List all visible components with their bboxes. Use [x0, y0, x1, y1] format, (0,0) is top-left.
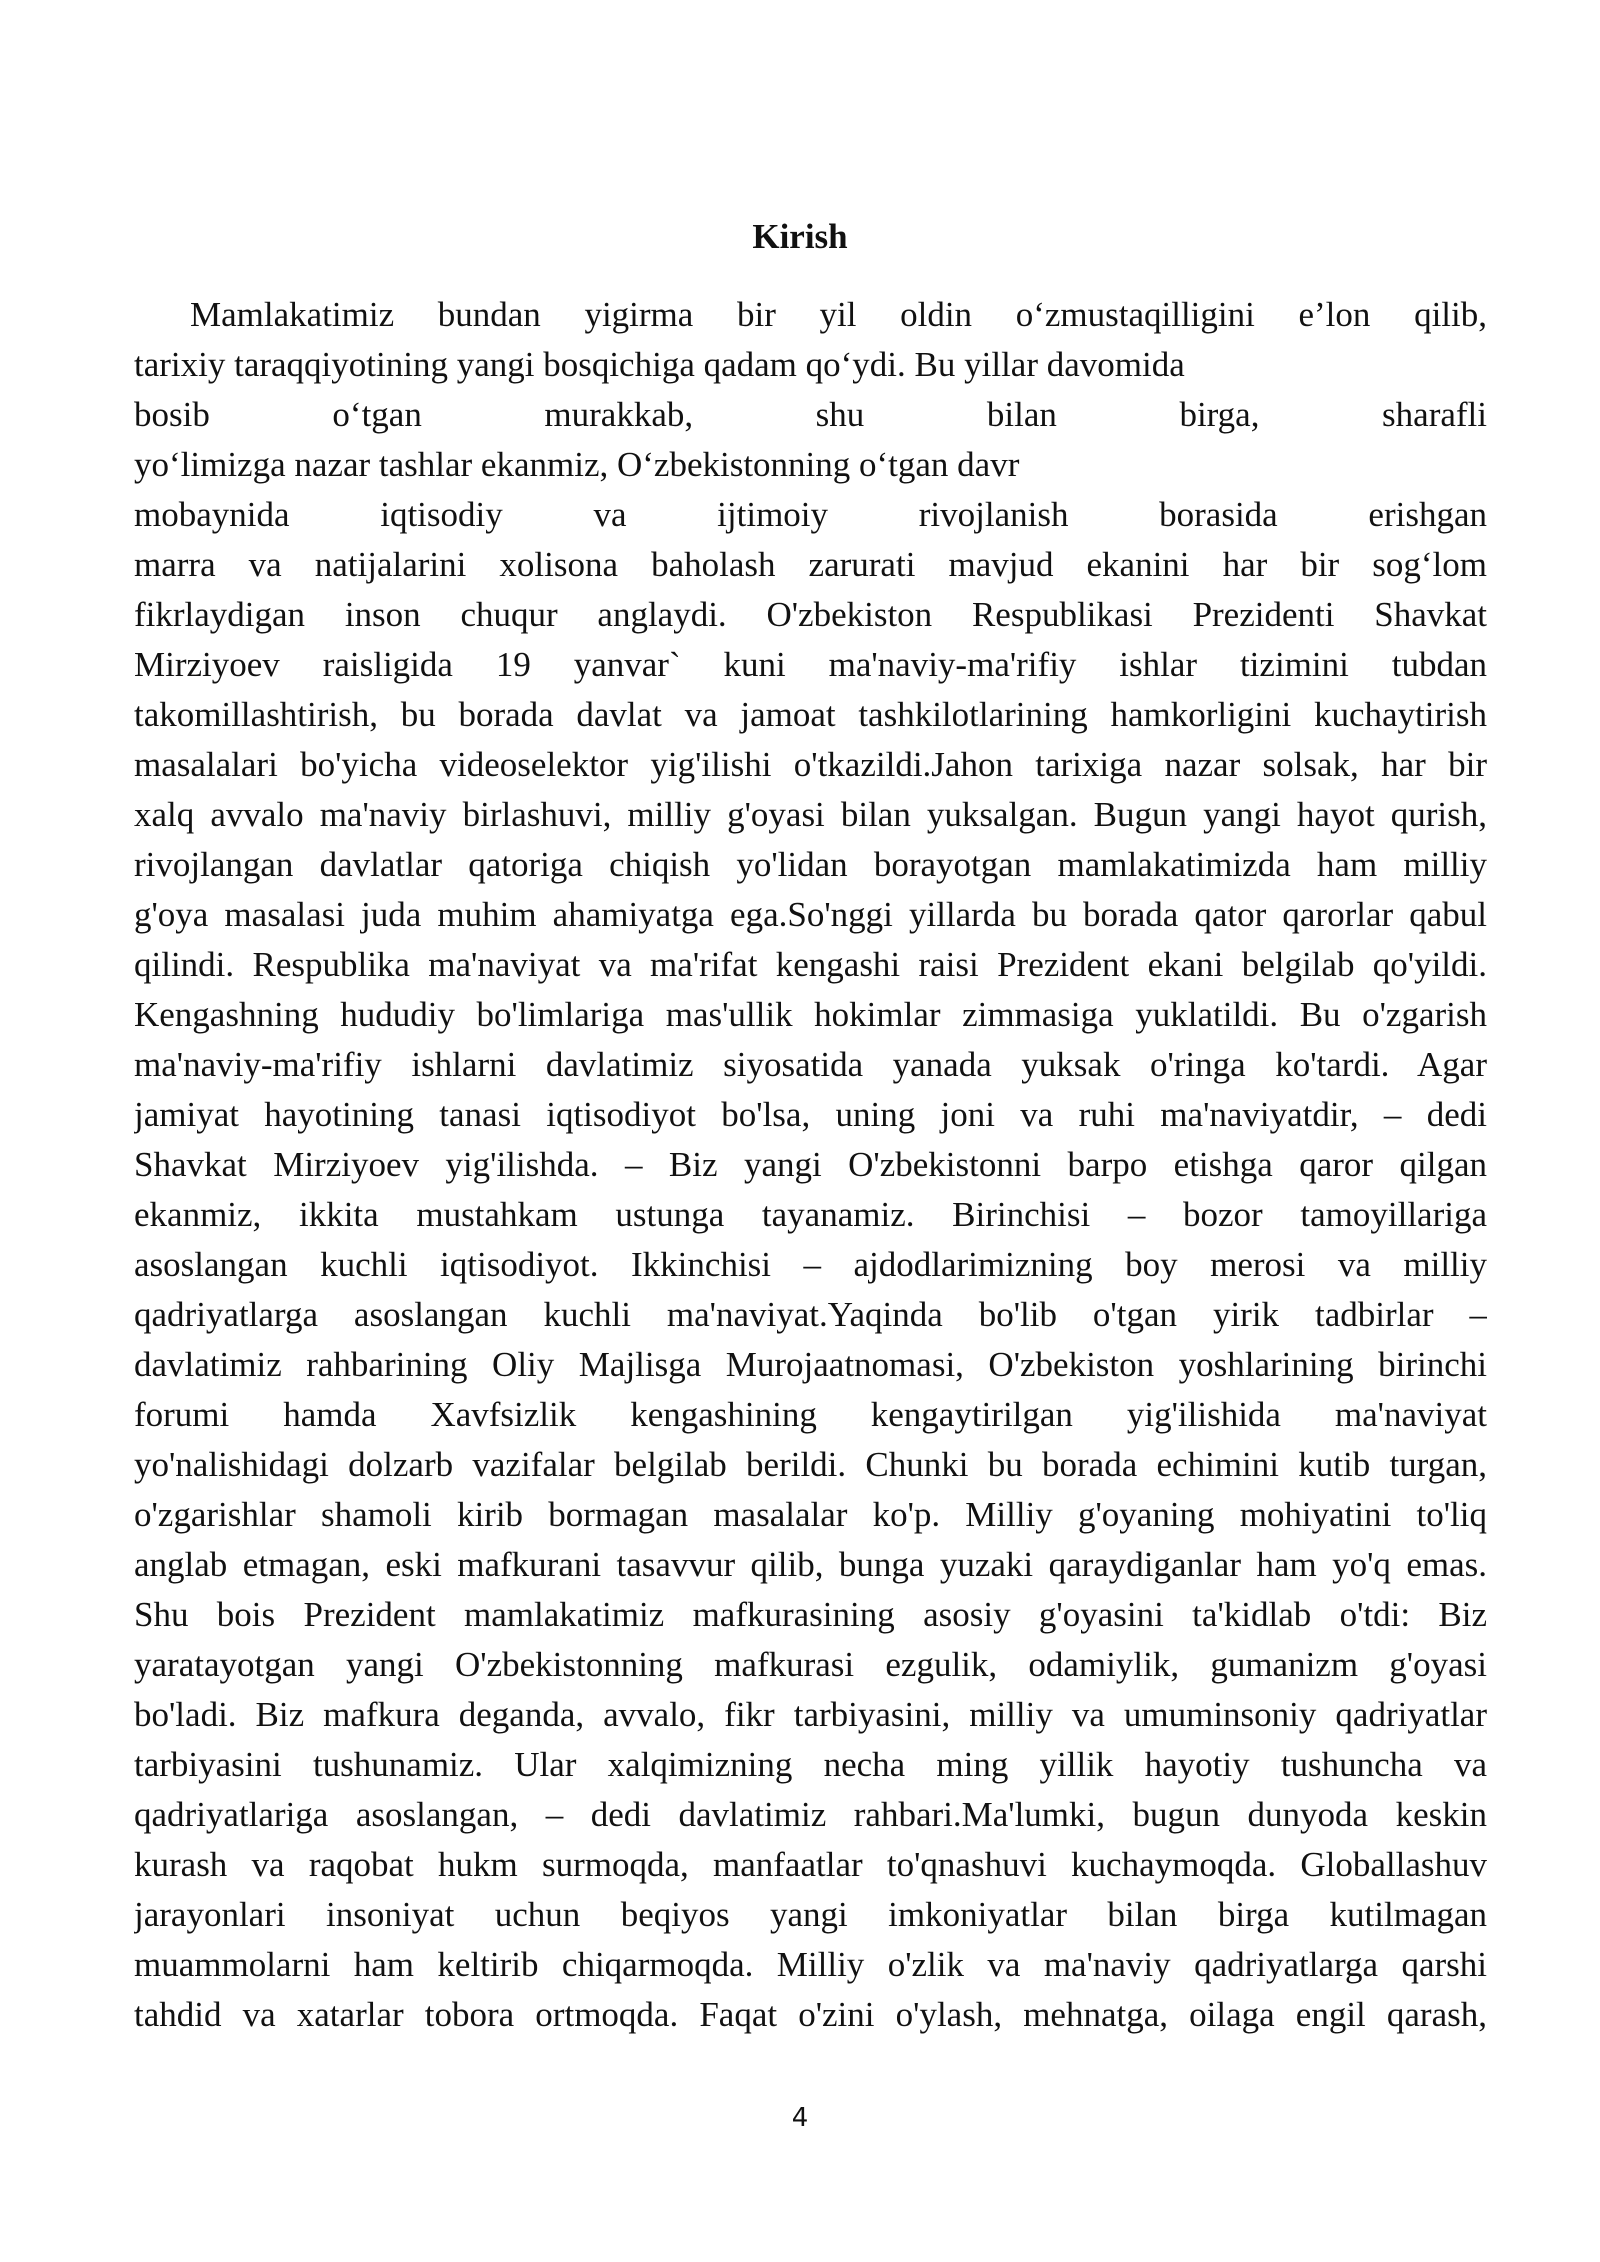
text-line: Mamlakatimiz bundan yigirma bir yil oldin o‘zmustaqilligini e’lon qilib,: [190, 295, 1487, 334]
page-number: 4: [791, 2103, 809, 2133]
text-line: tahdid va xatarlar tobora ortmoqda. Faqat o'zini o'ylash, mehnatga, oilaga engil qarash,: [134, 1995, 1487, 2034]
text-line: yo'nalishidagi dolzarb vazifalar belgilab berildi. Chunki bu borada echimini kutib turgan,: [134, 1445, 1487, 1484]
text-line: g'oya masalasi juda muhim ahamiyatga ega.So'nggi yillarda bu borada qator qarorlar qabul: [134, 895, 1487, 934]
text-line: rivojlangan davlatlar qatoriga chiqish yo'lidan borayotgan mamlakatimizda ham milliy: [134, 845, 1487, 884]
text-line: muammolarni ham keltirib chiqarmoqda. Milliy o'zlik va ma'naviy qadriyatlarga qarshi: [134, 1945, 1487, 1984]
text-line: jamiyat hayotining tanasi iqtisodiyot bo'lsa, uning joni va ruhi ma'naviyatdir, – dedi: [134, 1095, 1487, 1134]
text-line: qilindi. Respublika ma'naviyat va ma'rifat kengashi raisi Prezident ekani belgilab qo'yildi.: [134, 945, 1487, 984]
body-text: [134, 290, 1487, 2040]
text-line: xalq avvalo ma'naviy birlashuvi, milliy g'oyasi bilan yuksalgan. Bugun yangi hayot qurish,: [134, 795, 1487, 834]
text-line: fikrlaydigan inson chuqur anglaydi. O'zbekiston Respublikasi Prezidenti Shavkat: [134, 595, 1487, 634]
text-line: yo‘limizga nazar tashlar ekanmiz, O‘zbekistonning o‘tgan davr: [134, 445, 1020, 484]
text-line: Shavkat Mirziyoev yig'ilishda. – Biz yangi O'zbekistonni barpo etishga qaror qilgan: [134, 1145, 1487, 1184]
text-line: anglab etmagan, eski mafkurani tasavvur qilib, bunga yuzaki qaraydiganlar ham yo'q emas.: [134, 1545, 1487, 1584]
text-line: tarbiyasini tushunamiz. Ular xalqimizning necha ming yillik hayotiy tushuncha va: [134, 1745, 1487, 1784]
text-line: takomillashtirish, bu borada davlat va jamoat tashkilotlarining hamkorligini kuchaytirish: [134, 695, 1487, 734]
text-line: o'zgarishlar shamoli kirib bormagan masalalar ko'p. Milliy g'oyaning mohiyatini to'liq: [134, 1495, 1487, 1534]
text-line: tarixiy taraqqiyotining yangi bosqichiga qadam qo‘ydi. Bu yillar davomida: [134, 345, 1185, 384]
text-line: Kengashning hududiy bo'limlariga mas'ullik hokimlar zimmasiga yuklatildi. Bu o'zgarish: [134, 995, 1487, 1034]
text-line: jarayonlari insoniyat uchun beqiyos yangi imkoniyatlar bilan birga kutilmagan: [134, 1895, 1487, 1934]
text-line: marra va natijalarini xolisona baholash zarurati mavjud ekanini har bir sog‘lom: [134, 545, 1487, 584]
text-line: qadriyatlariga asoslangan, – dedi davlatimiz rahbari.Ma'lumki, bugun dunyoda keskin: [134, 1795, 1487, 1834]
text-line: davlatimiz rahbarining Oliy Majlisga Murojaatnomasi, O'zbekiston yoshlarining birinchi: [134, 1345, 1487, 1384]
text-line: yaratayotgan yangi O'zbekistonning mafkurasi ezgulik, odamiylik, gumanizm g'oyasi: [134, 1645, 1487, 1684]
text-line: masalalari bo'yicha videoselektor yig'ilishi o'tkazildi.Jahon tarixiga nazar solsak, har bir: [134, 745, 1487, 784]
section-title: Kirish: [752, 217, 848, 256]
text-line: Mirziyoev raisligida 19 yanvar` kuni ma'naviy-ma'rifiy ishlar tizimini tubdan: [134, 645, 1487, 684]
text-line: ekanmiz, ikkita mustahkam ustunga tayanamiz. Birinchisi – bozor tamoyillariga: [134, 1195, 1487, 1234]
text-line: bosib o‘tgan murakkab, shu bilan birga, sharafli: [134, 395, 1487, 434]
text-line: ma'naviy-ma'rifiy ishlarni davlatimiz siyosatida yanada yuksak o'ringa ko'tardi. Agar: [134, 1045, 1487, 1084]
text-line: kurash va raqobat hukm surmoqda, manfaatlar to'qnashuvi kuchaymoqda. Globallashuv: [134, 1845, 1487, 1884]
text-line: mobaynida iqtisodiy va ijtimoiy rivojlanish borasida erishgan: [134, 495, 1487, 534]
text-line: asoslangan kuchli iqtisodiyot. Ikkinchisi – ajdodlarimizning boy merosi va milliy: [134, 1245, 1487, 1284]
text-line: forumi hamda Xavfsizlik kengashining kengaytirilgan yig'ilishida ma'naviyat: [134, 1395, 1487, 1434]
text-line: Shu bois Prezident mamlakatimiz mafkurasining asosiy g'oyasini ta'kidlab o'tdi: Biz: [134, 1595, 1487, 1634]
text-line: bo'ladi. Biz mafkura deganda, avvalo, fikr tarbiyasini, milliy va umuminsoniy qadriyatlar: [134, 1695, 1487, 1734]
text-line: qadriyatlarga asoslangan kuchli ma'naviyat.Yaqinda bo'lib o'tgan yirik tadbirlar –: [134, 1295, 1487, 1334]
